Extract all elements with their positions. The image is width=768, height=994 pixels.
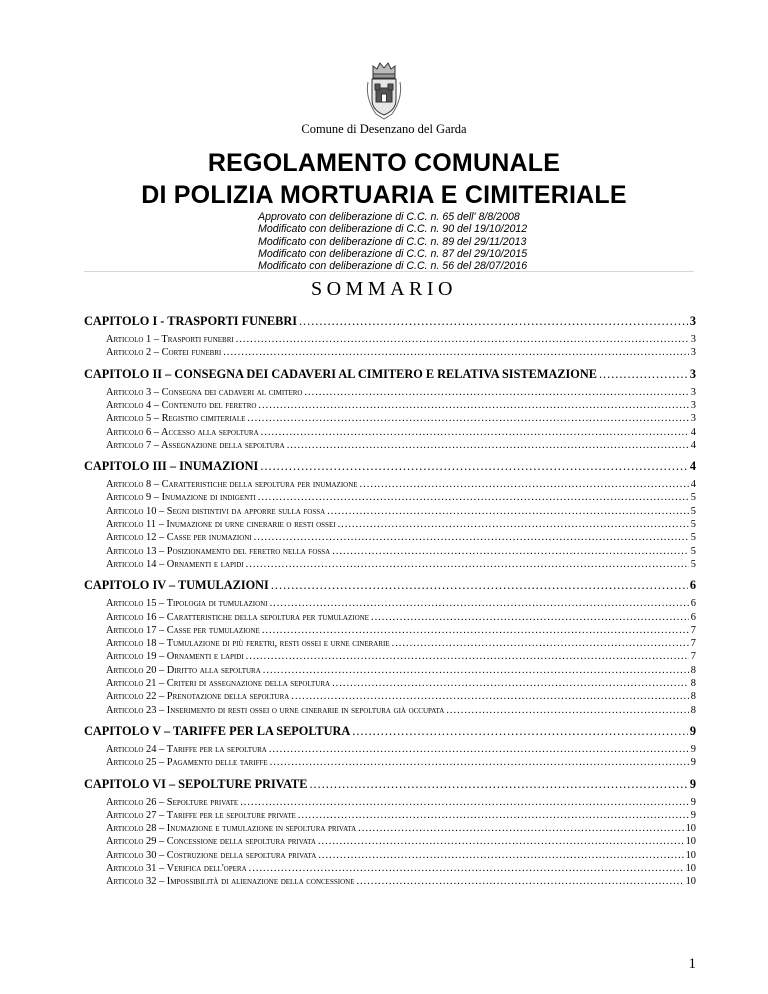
toc-article-entry[interactable]	[106, 625, 696, 638]
toc-entry-label: CAPITOLO IV – TUMULAZIONI	[84, 578, 269, 593]
toc-dot-leader	[318, 836, 684, 847]
toc-entry-label: Articolo 15 – Tipologia di tumulazioni	[106, 598, 268, 610]
approval-note: Modificato con deliberazione di C.C. n. 90 del 19/10/2012	[258, 223, 528, 236]
toc-article-entry[interactable]	[106, 757, 696, 770]
toc-entry-page: 3	[690, 399, 696, 411]
toc-entry-label: CAPITOLO V – TARIFFE PER LA SEPOLTURA	[84, 723, 351, 738]
toc-entry-page: 5	[690, 505, 696, 517]
toc-entry-label: Articolo 26 – Sepolture private	[106, 796, 239, 808]
toc-article-entry[interactable]	[106, 347, 696, 360]
toc-entry-label: Articolo 4 – Contenuto del feretro	[106, 399, 257, 411]
toc-dot-leader	[352, 724, 688, 739]
toc-article-entry[interactable]	[106, 797, 696, 810]
toc-entry-page: 8	[690, 704, 696, 716]
toc-dot-leader	[371, 612, 689, 623]
toc-chapter-entry[interactable]	[84, 459, 696, 475]
toc-article-entry[interactable]	[106, 744, 696, 757]
toc-dot-leader	[223, 347, 689, 358]
approval-note: Modificato con deliberazione di C.C. n. 56 del 28/07/2016	[258, 260, 528, 273]
toc-dot-leader	[254, 532, 689, 543]
toc-entry-page: 5	[690, 558, 696, 570]
toc-entry-label: CAPITOLO VI – SEPOLTURE PRIVATE	[84, 776, 308, 791]
toc-entry-label: Articolo 14 – Ornamenti e lapidi	[106, 558, 244, 570]
toc-dot-leader	[236, 334, 689, 345]
toc-article-entry[interactable]	[106, 559, 696, 572]
toc-entry-page: 10	[685, 823, 696, 835]
approval-note: Modificato con deliberazione di C.C. n. 89 del 29/11/2013	[258, 235, 527, 248]
toc-chapter-entry[interactable]	[84, 314, 696, 330]
toc-article-entry[interactable]	[106, 876, 696, 889]
toc-dot-leader	[247, 413, 688, 424]
toc-dot-leader	[260, 459, 687, 474]
toc-entry-page: 4	[689, 459, 696, 474]
toc-dot-leader	[287, 440, 689, 451]
toc-dot-leader	[332, 546, 689, 557]
toc-entry-label: Articolo 30 – Costruzione della sepoltura privata	[106, 849, 317, 861]
toc-entry-label: Articolo 28 – Inumazione e tumulazione in sepoltura privata	[106, 823, 357, 835]
toc-entry-label: Articolo 8 – Caratteristiche della sepoltura per inumazione	[106, 479, 358, 491]
toc-entry-page: 3	[690, 386, 696, 398]
toc-entry-page: 4	[690, 479, 696, 491]
toc-entry-label: Articolo 27 – Tariffe per le sepolture private	[106, 809, 296, 821]
toc-dot-leader	[240, 797, 689, 808]
toc-chapter-entry[interactable]	[84, 724, 696, 740]
summary-heading: SOMMARIO	[310, 278, 458, 300]
toc-article-entry[interactable]	[106, 691, 696, 704]
approval-note: Modificato con deliberazione di C.C. n. 87 del 29/10/2015	[258, 247, 528, 260]
toc-entry-label: Articolo 25 – Pagamento delle tariffe	[106, 757, 268, 769]
toc-entry-page: 5	[690, 492, 696, 504]
toc-entry-page: 7	[690, 651, 696, 663]
toc-dot-leader	[309, 777, 687, 792]
toc-entry-label: Articolo 22 – Prenotazione della sepoltura	[106, 691, 290, 703]
toc-entry-label: Articolo 31 – Verifica dell'opera	[106, 863, 247, 874]
toc-entry-label: Articolo 17 – Casse per tumulazione	[106, 624, 260, 636]
toc-entry-page: 8	[690, 664, 696, 676]
toc-dot-leader	[360, 479, 689, 490]
toc-dot-leader	[246, 559, 689, 570]
toc-entry-label: Articolo 19 – Ornamenti e lapidi	[106, 651, 244, 663]
toc-entry-label: Articolo 18 – Tumulazione di più feretri, resti ossei e urne cinerarie	[106, 638, 390, 650]
toc-dot-leader	[291, 691, 688, 702]
table-of-contents	[84, 0, 696, 994]
toc-entry-label: Articolo 5 – Registro cimiteriale	[106, 413, 246, 425]
toc-entry-label: Articolo 29 – Concessione della sepoltura privata	[106, 836, 316, 848]
toc-dot-leader	[269, 744, 689, 755]
toc-article-entry[interactable]	[106, 598, 696, 611]
toc-article-entry[interactable]	[106, 678, 696, 691]
toc-dot-leader	[271, 578, 688, 593]
toc-article-entry[interactable]	[106, 651, 696, 664]
toc-article-entry[interactable]	[106, 612, 696, 625]
toc-dot-leader	[318, 850, 683, 861]
toc-dot-leader	[249, 863, 684, 874]
toc-article-entry[interactable]	[106, 638, 696, 651]
document-title-line-1: REGOLAMENTO COMUNALE	[207, 149, 561, 177]
toc-dot-leader	[246, 651, 689, 662]
toc-entry-page: 7	[690, 638, 696, 650]
toc-article-entry[interactable]	[106, 519, 696, 532]
toc-entry-page: 8	[690, 691, 696, 703]
toc-entry-page: 4	[690, 439, 696, 451]
toc-dot-leader	[327, 506, 689, 517]
toc-dot-leader	[299, 314, 688, 329]
toc-entry-page: 6	[690, 598, 696, 610]
toc-entry-page: 9	[689, 723, 696, 738]
toc-entry-label: Articolo 10 – Segni distintivi da apporre sulla fossa	[106, 505, 326, 517]
toc-article-entry[interactable]	[106, 492, 696, 505]
toc-entry-label: CAPITOLO II – CONSEGNA DEI CADAVERI AL CIMITERO E RELATIVA SISTEMAZIONE	[84, 366, 597, 381]
toc-entry-label: Articolo 11 – Inumazione di urne cinerarie o resti ossei	[106, 519, 336, 530]
toc-article-entry[interactable]	[106, 506, 696, 519]
toc-entry-label: Articolo 12 – Casse per inumazioni	[106, 532, 252, 544]
toc-entry-page: 3	[690, 334, 696, 345]
toc-entry-page: 9	[690, 796, 696, 808]
toc-entry-page: 10	[685, 876, 696, 888]
page-number: 1	[688, 956, 696, 972]
toc-chapter-entry[interactable]	[84, 578, 696, 594]
toc-dot-leader	[258, 492, 689, 503]
toc-article-entry[interactable]	[106, 427, 696, 440]
toc-entry-page: 10	[685, 863, 696, 874]
toc-dot-leader	[392, 638, 689, 649]
toc-dot-leader	[262, 625, 689, 636]
toc-entry-label: Articolo 9 – Inumazione di indigenti	[106, 492, 256, 504]
toc-entry-page: 6	[690, 611, 696, 623]
toc-entry-label: Articolo 1 – Trasporti funebri	[106, 334, 234, 345]
toc-entry-label: CAPITOLO I - TRASPORTI FUNEBRI	[84, 314, 297, 328]
toc-entry-page: 5	[690, 545, 696, 557]
toc-entry-label: Articolo 23 – Inserimento di resti ossei o urne cinerarie in sepoltura già occupata	[106, 704, 445, 716]
toc-entry-page: 9	[689, 776, 696, 791]
toc-article-entry[interactable]	[106, 440, 696, 453]
toc-article-entry[interactable]	[106, 836, 696, 849]
toc-dot-leader	[270, 598, 689, 609]
toc-entry-page: 10	[685, 836, 696, 848]
toc-entry-page: 10	[685, 849, 696, 861]
toc-entry-label: Articolo 32 – Impossibilità di alienazione della concessione	[106, 876, 355, 888]
toc-dot-leader	[270, 757, 689, 768]
toc-article-entry[interactable]	[106, 850, 696, 863]
toc-article-entry[interactable]	[106, 532, 696, 545]
toc-dot-leader	[356, 876, 683, 887]
toc-article-entry[interactable]	[106, 334, 696, 347]
toc-dot-leader	[332, 678, 689, 689]
toc-entry-page: 8	[690, 678, 696, 689]
toc-chapter-entry[interactable]	[84, 777, 696, 793]
toc-article-entry[interactable]	[106, 546, 696, 559]
municipality-name: Comune di Desenzano del Garda	[301, 122, 467, 136]
toc-article-entry[interactable]	[106, 413, 696, 426]
toc-entry-page: 3	[689, 366, 696, 381]
toc-entry-label: Articolo 7 – Assegnazione della sepoltura	[106, 439, 285, 451]
toc-article-entry[interactable]	[106, 863, 696, 876]
toc-dot-leader	[599, 367, 688, 382]
toc-chapter-entry[interactable]	[84, 367, 696, 383]
toc-article-entry[interactable]	[106, 705, 696, 718]
toc-entry-label: Articolo 24 – Tariffe per la sepoltura	[106, 743, 267, 755]
toc-dot-leader	[446, 705, 688, 716]
toc-entry-label: CAPITOLO III – INUMAZIONI	[84, 459, 259, 474]
toc-dot-leader	[261, 427, 689, 438]
approval-note: Approvato con deliberazione di C.C. n. 65 dell' 8/8/2008	[258, 211, 520, 223]
toc-entry-label: Articolo 16 – Caratteristiche della sepoltura per tumulazione	[106, 611, 369, 623]
toc-article-entry[interactable]	[106, 823, 696, 836]
toc-article-entry[interactable]	[106, 479, 696, 492]
toc-dot-leader	[358, 823, 683, 834]
toc-entry-page: 4	[690, 426, 696, 438]
toc-entry-label: Articolo 2 – Cortei funebri	[106, 347, 222, 359]
toc-entry-page: 9	[690, 743, 696, 755]
toc-dot-leader	[298, 810, 689, 821]
toc-dot-leader	[338, 519, 689, 530]
toc-entry-label: Articolo 3 – Consegna dei cadaveri al cimitero	[106, 386, 303, 398]
toc-entry-label: Articolo 6 – Accesso alla sepoltura	[106, 426, 259, 438]
toc-article-entry[interactable]	[106, 810, 696, 823]
toc-entry-label: Articolo 13 – Posizionamento del feretro nella fossa	[106, 545, 331, 557]
toc-entry-page: 3	[690, 347, 696, 359]
toc-entry-label: Articolo 21 – Criteri di assegnazione della sepoltura	[106, 678, 331, 689]
toc-entry-page: 5	[690, 532, 696, 544]
toc-entry-page: 9	[690, 809, 696, 821]
toc-entry-page: 9	[690, 757, 696, 769]
toc-entry-label: Articolo 20 – Diritto alla sepoltura	[106, 664, 261, 676]
toc-dot-leader	[263, 665, 689, 676]
toc-entry-page: 5	[690, 519, 696, 530]
toc-entry-page: 6	[689, 578, 696, 593]
toc-entry-page: 7	[690, 624, 696, 636]
toc-article-entry[interactable]	[106, 665, 696, 678]
toc-dot-leader	[258, 400, 688, 411]
toc-dot-leader	[304, 387, 688, 398]
document-title-line-2: DI POLIZIA MORTUARIA E CIMITERIALE	[141, 181, 627, 209]
toc-article-entry[interactable]	[106, 400, 696, 413]
toc-article-entry[interactable]	[106, 387, 696, 400]
toc-entry-page: 3	[690, 413, 696, 425]
toc-entry-page: 3	[689, 314, 696, 328]
